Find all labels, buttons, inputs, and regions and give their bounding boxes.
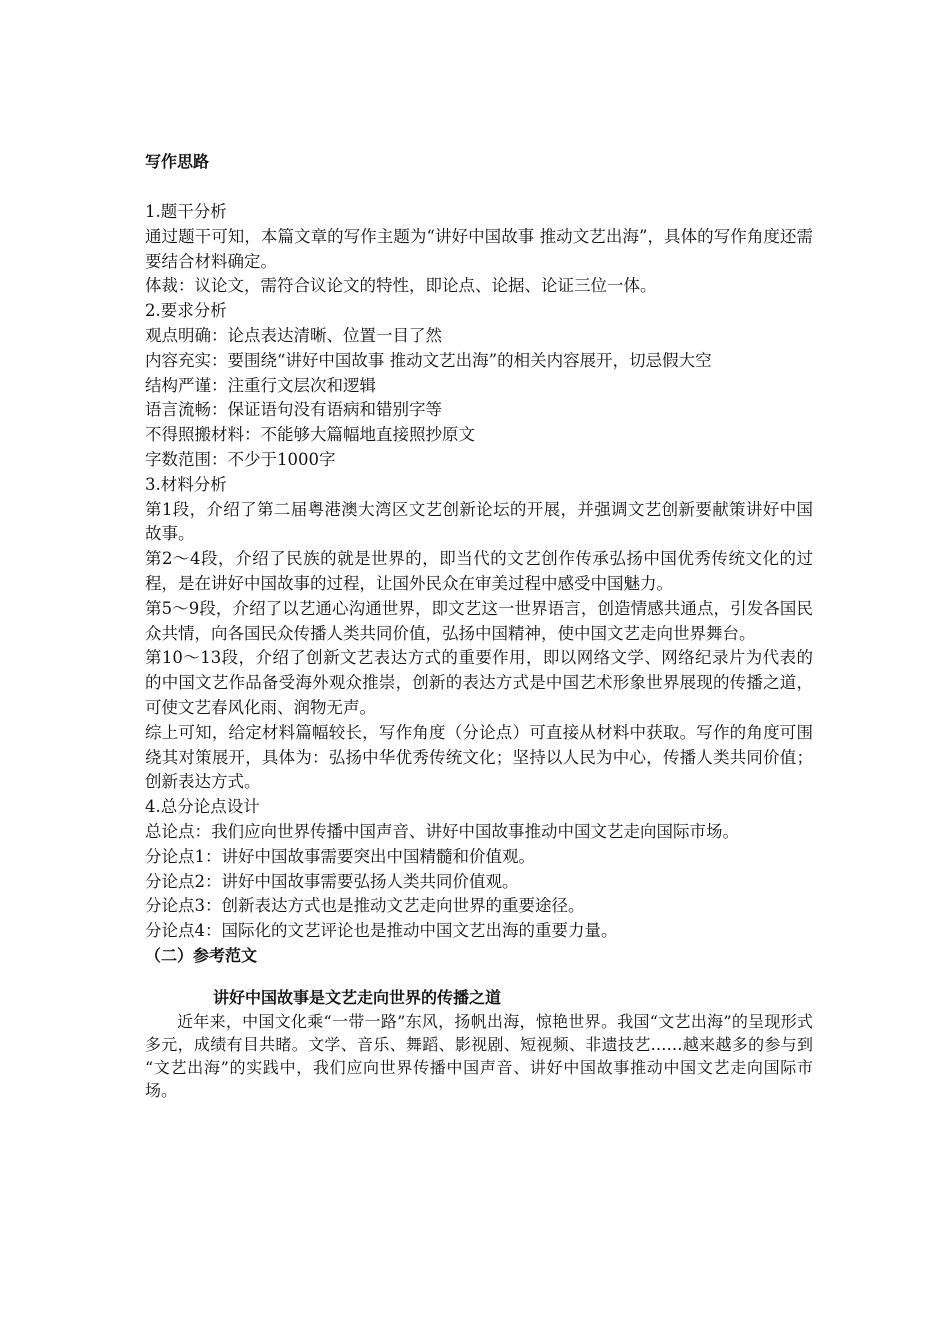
paragraph: 分论点4：国际化的文艺评论也是推动中国文艺出海的重要力量。	[145, 921, 618, 941]
essay-title: 讲好中国故事是文艺走向世界的传播之道	[213, 987, 502, 1007]
paragraph: 通过题干可知，本篇文章的写作主题为“讲好中国故事 推动文艺出海”，具体的写作角度还需要结合材料确定。	[145, 226, 813, 271]
paragraph: 观点明确：论点表达清晰、位置一目了然	[145, 325, 442, 345]
paragraph: 字数范围：不少于1000字	[145, 449, 336, 469]
essay-paragraph: 近年来，中国文化乘“一带一路”东风，扬帆出海，惊艳世界。我国“文艺出海”的呈现形式多元，成绩有目共睹。文学、音乐、舞蹈、影视剧、短视频、非遗技艺……越来越多的参与到 “文艺出海”的实践中，我们应向世界传播中国声音、讲好中国故事推动中国文艺走向国际市场。	[145, 1011, 813, 1100]
section-title-requirements: 2.要求分析	[145, 301, 227, 321]
paragraph: 体裁：议论文，需符合议论文的特性，即论点、论据、论证三位一体。	[145, 276, 657, 296]
paragraph: 第5～9段，介绍了以艺通心沟通世界，即文艺这一世界语言，创造情感共通点，引发各国民众共情，向各国民众传播人类共同价值，弘扬中国精神，使中国文艺走向世界舞台。	[145, 598, 813, 643]
section-title-analysis: 1.题干分析	[145, 202, 227, 221]
paragraph: 分论点2：讲好中国故事需要弘扬人类共同价值观。	[145, 871, 519, 891]
paragraph: 不得照搬材料：不能够大篇幅地直接照抄原文	[145, 425, 475, 445]
paragraph: 第2～4段，介绍了民族的就是世界的，即当代的文艺创作传承弘扬中国优秀传统文化的过程，是在讲好中国故事的过程，让国外民众在审美过程中感受中国魅力。	[145, 549, 813, 593]
section-title-thesis: 4.总分论点设计	[145, 797, 260, 817]
section-heading: （二）参考范文	[145, 945, 258, 965]
paragraph: 第1段，介绍了第二届粤港澳大湾区文艺创新论坛的开展，并强调文艺创新要献策讲好中国故事。	[145, 499, 813, 544]
section-title-material: 3.材料分析	[145, 474, 227, 494]
page-heading: 写作思路	[145, 152, 210, 171]
document-body	[145, 150, 813, 1102]
paragraph: 总论点：我们应向世界传播中国声音、讲好中国故事推动中国文艺走向国际市场。	[145, 821, 739, 841]
spacer	[145, 174, 813, 200]
paragraph: 第10～13段，介绍了创新文艺表达方式的重要作用，即以网络文学、网络纪录片为代表的的中国文艺作品备受海外观众推崇，创新的表达方式是中国艺术形象世界展现的传播之道，可使文艺春风化雨、润物无声。	[145, 648, 813, 717]
paragraph: 分论点3：创新表达方式也是推动文艺走向世界的重要途径。	[145, 896, 585, 916]
paragraph: 语言流畅：保证语句没有语病和错别字等	[145, 400, 442, 420]
paragraph: 内容充实：要围绕“讲好中国故事 推动文艺出海”的相关内容展开，切忌假大空	[145, 350, 712, 370]
paragraph: 结构严谨：注重行文层次和逻辑	[145, 375, 376, 395]
paragraph: 分论点1：讲好中国故事需要突出中国精髓和价值观。	[145, 846, 535, 866]
paragraph: 综上可知，给定材料篇幅较长，写作角度（分论点）可直接从材料中获取。写作的角度可围绕其对策展开，具体为：弘扬中华优秀传统文化；坚持以人民为中心，传播人类共同价值；创新表达方式。	[145, 722, 813, 792]
